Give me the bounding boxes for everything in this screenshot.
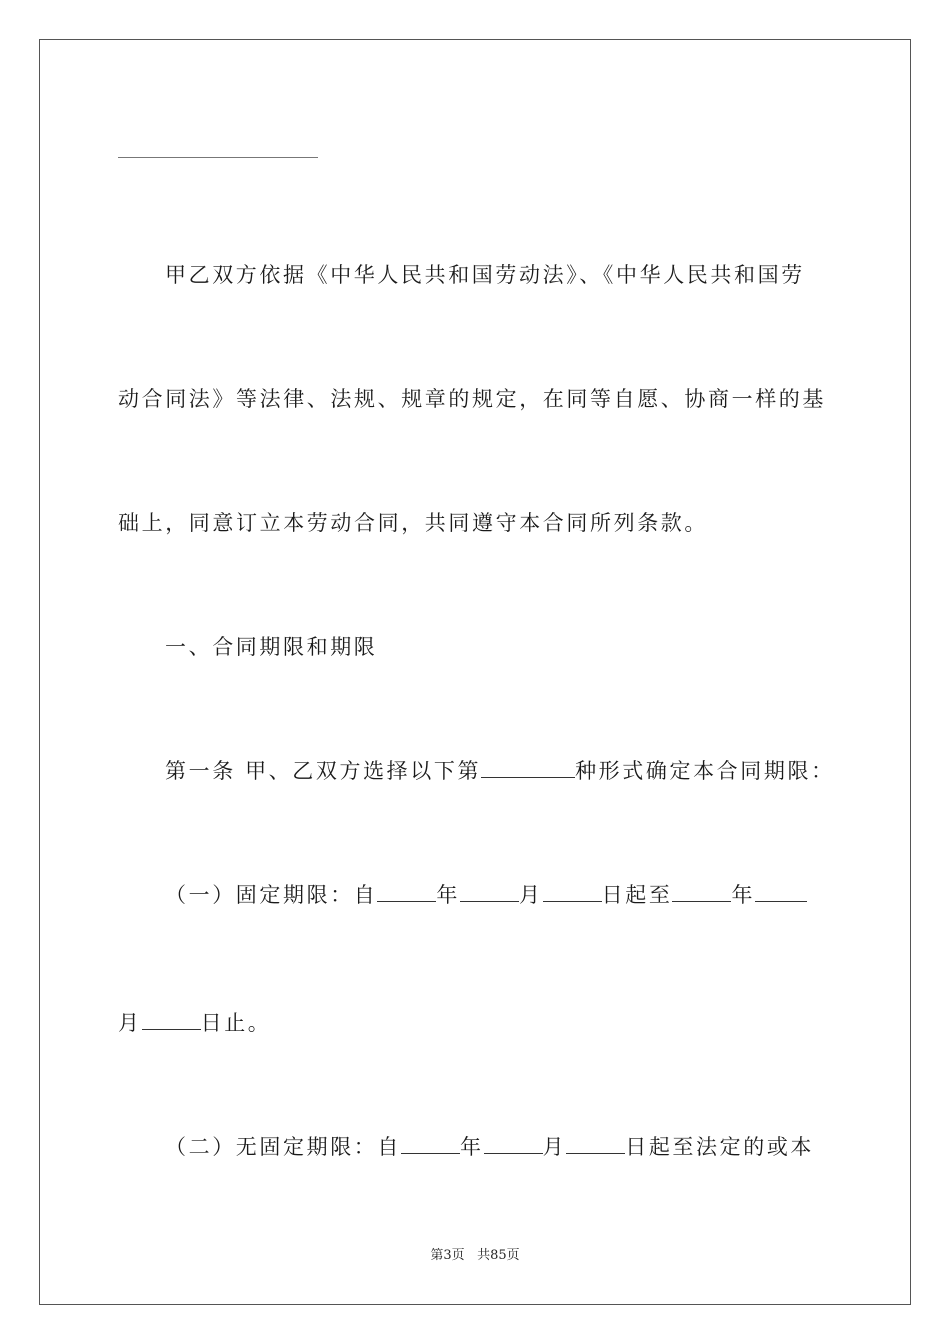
fixed-term-line <box>165 881 885 909</box>
end-month-blank[interactable] <box>755 881 807 902</box>
start-day-blank[interactable] <box>543 881 602 902</box>
section-title: 一、合同期限和期限 <box>165 635 378 659</box>
intro-line-2: 动合同法》等法律、法规、规章的规定，在同等自愿、协商一样的基 <box>118 387 826 411</box>
article-1-prefix: 第一条 甲、乙双方选择以下第 <box>165 759 482 783</box>
start-year-blank[interactable] <box>377 881 436 902</box>
month-label: 月 <box>519 883 543 907</box>
intro-line-3: 础上，同意订立本劳动合同，共同遵守本合同所列条款。 <box>118 511 708 535</box>
fixed-term-label: （一）固定期限：自 <box>165 883 378 907</box>
open-month-label: 月 <box>542 1135 567 1159</box>
open-year-label: 年 <box>460 1135 484 1159</box>
day-from-label: 日起至 <box>601 883 673 907</box>
article-1 <box>165 757 885 785</box>
end-day-blank[interactable] <box>142 1009 201 1030</box>
total-pages: 共85页 <box>477 1248 520 1263</box>
year-label-2: 年 <box>731 883 756 907</box>
header-rule <box>118 157 318 158</box>
fixed-term-end: 日止。 <box>200 1011 272 1035</box>
open-term-label: （二）无固定期限：自 <box>165 1135 401 1159</box>
open-start-month-blank[interactable] <box>484 1133 543 1154</box>
form-choice-blank[interactable] <box>481 757 575 778</box>
end-year-blank[interactable] <box>672 881 731 902</box>
page-footer <box>0 1247 950 1265</box>
start-month-blank[interactable] <box>460 881 519 902</box>
page-number: 第3页 <box>430 1248 465 1263</box>
month-label-2: 月 <box>118 1011 142 1035</box>
open-term-rest: 日起至法定的或本 <box>625 1135 815 1159</box>
article-1-suffix: 种形式确定本合同期限： <box>575 759 835 783</box>
open-term-line <box>165 1133 885 1161</box>
intro-line-1: 甲乙双方依据《中华人民共和国劳动法》、《中华人民共和国劳 <box>165 263 805 287</box>
fixed-term-line-2 <box>118 1009 838 1037</box>
page-border <box>39 39 911 1305</box>
year-label: 年 <box>436 883 461 907</box>
open-start-year-blank[interactable] <box>401 1133 460 1154</box>
open-start-day-blank[interactable] <box>566 1133 625 1154</box>
